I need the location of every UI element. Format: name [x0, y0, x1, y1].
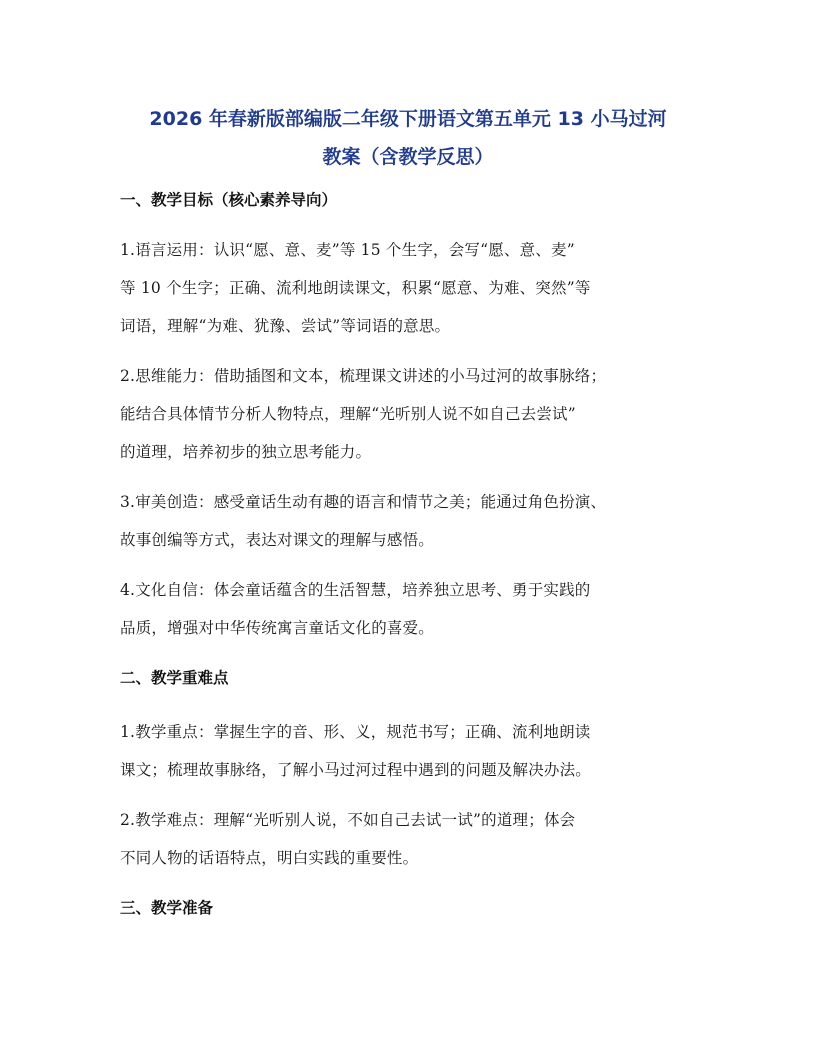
- section-heading-preparation: 三、教学准备: [120, 899, 214, 917]
- paragraph-line: 课文；梳理故事脉络，了解小马过河过程中遇到的问题及解决办法。: [120, 761, 592, 779]
- paragraph-line: 2.思维能力：借助插图和文本，梳理课文讲述的小马过河的故事脉络；: [120, 367, 607, 385]
- section-heading-objectives: 一、教学目标（核心素养导向）: [120, 191, 338, 209]
- paragraph-line: 词语，理解“为难、犹豫、尝试”等词语的意思。: [120, 317, 451, 335]
- paragraph-line: 的道理，培养初步的独立思考能力。: [120, 443, 372, 461]
- paragraph-line: 3.审美创造：感受童话生动有趣的语言和情节之美；能通过角色扮演、: [120, 493, 607, 511]
- paragraph-line: 1.教学重点：掌握生字的音、形、义，规范书写；正确、流利地朗读: [120, 723, 591, 741]
- paragraph-line: 不同人物的话语特点，明白实践的重要性。: [120, 849, 419, 867]
- paragraph-line: 等 10 个生字；正确、流利地朗读课文，积累“愿意、为难、突然”等: [120, 279, 591, 297]
- paragraph-line: 能结合具体情节分析人物特点，理解“光听别人说不如自己去尝试”: [120, 405, 576, 423]
- section-heading-key-points: 二、教学重难点: [120, 669, 229, 687]
- paragraph-line: 品质，增强对中华传统寓言童话文化的喜爱。: [120, 619, 435, 637]
- paragraph-line: 故事创编等方式，表达对课文的理解与感悟。: [120, 531, 435, 549]
- title-line-1: 2026 年春新版部编版二年级下册语文第五单元 13 小马过河: [149, 108, 667, 130]
- title-line-2: 教案（含教学反思）: [322, 146, 494, 168]
- paragraph-line: 4.文化自信：体会童话蕴含的生活智慧，培养独立思考、勇于实践的: [120, 581, 591, 599]
- paragraph-line: 2.教学难点：理解“光听别人说，不如自己去试一试”的道理；体会: [120, 811, 576, 829]
- paragraph-line: 1.语言运用：认识“愿、意、麦”等 15 个生字，会写“愿、意、麦”: [120, 241, 575, 259]
